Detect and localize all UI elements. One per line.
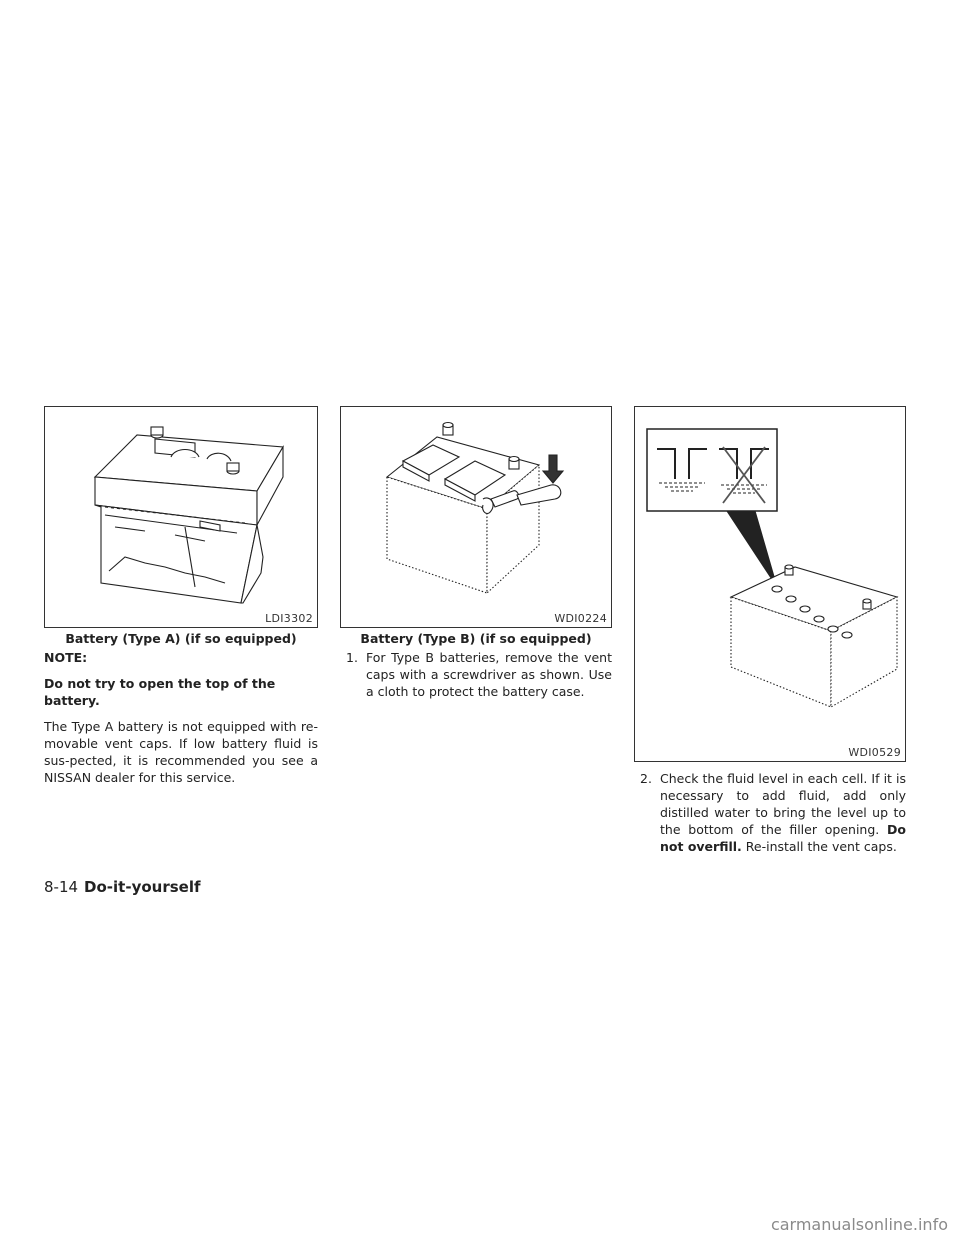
note-heading: NOTE: [44, 650, 88, 665]
column-2-text [346, 649, 612, 700]
step-warning: Do not overfill. [660, 822, 906, 854]
step-2 [640, 770, 906, 855]
step-number: 2. [640, 771, 652, 786]
battery-type-a-illustration [45, 407, 318, 628]
step-number: 1. [346, 650, 358, 665]
figure-code: LDI3302 [265, 612, 313, 625]
page-footer [44, 878, 201, 896]
step-text: For Type B batteries, remove the vent caps with a screwdriver as shown. Use a cloth to protect the battery case. [366, 650, 612, 699]
figure-code: WDI0224 [554, 612, 607, 625]
step-text-block [654, 770, 906, 855]
section-title: Do-it-yourself [84, 878, 201, 896]
watermark: carmanualsonline.info [770, 1215, 948, 1234]
figure-caption: Battery (Type B) (if so equipped) [360, 631, 592, 646]
note-body: The Type A battery is not equipped with re-movable vent caps. If low battery fluid is sus-pected, it is recommended you see a NISSAN dealer for this service. [44, 719, 318, 785]
figure-battery-type-a [44, 406, 318, 628]
step-text: Check the fluid level in each cell. If it is necessary to add fluid, add only distilled water to bring the level up to the bottom of the filler opening. [660, 771, 906, 837]
step-1 [346, 649, 612, 700]
figure-fluid-level [634, 406, 906, 762]
battery-type-b-illustration [341, 407, 612, 628]
note-warning: Do not try to open the top of the battery. [44, 676, 276, 708]
figure-battery-type-b [340, 406, 612, 628]
figure-caption: Battery (Type A) (if so equipped) [65, 631, 297, 646]
column-1-text [44, 649, 318, 795]
figure-code: WDI0529 [848, 746, 901, 759]
step-text-tail: Re-install the vent caps. [745, 839, 897, 854]
fluid-level-illustration [635, 407, 906, 762]
column-3-text [640, 770, 906, 855]
page-number: 8-14 [44, 878, 79, 896]
